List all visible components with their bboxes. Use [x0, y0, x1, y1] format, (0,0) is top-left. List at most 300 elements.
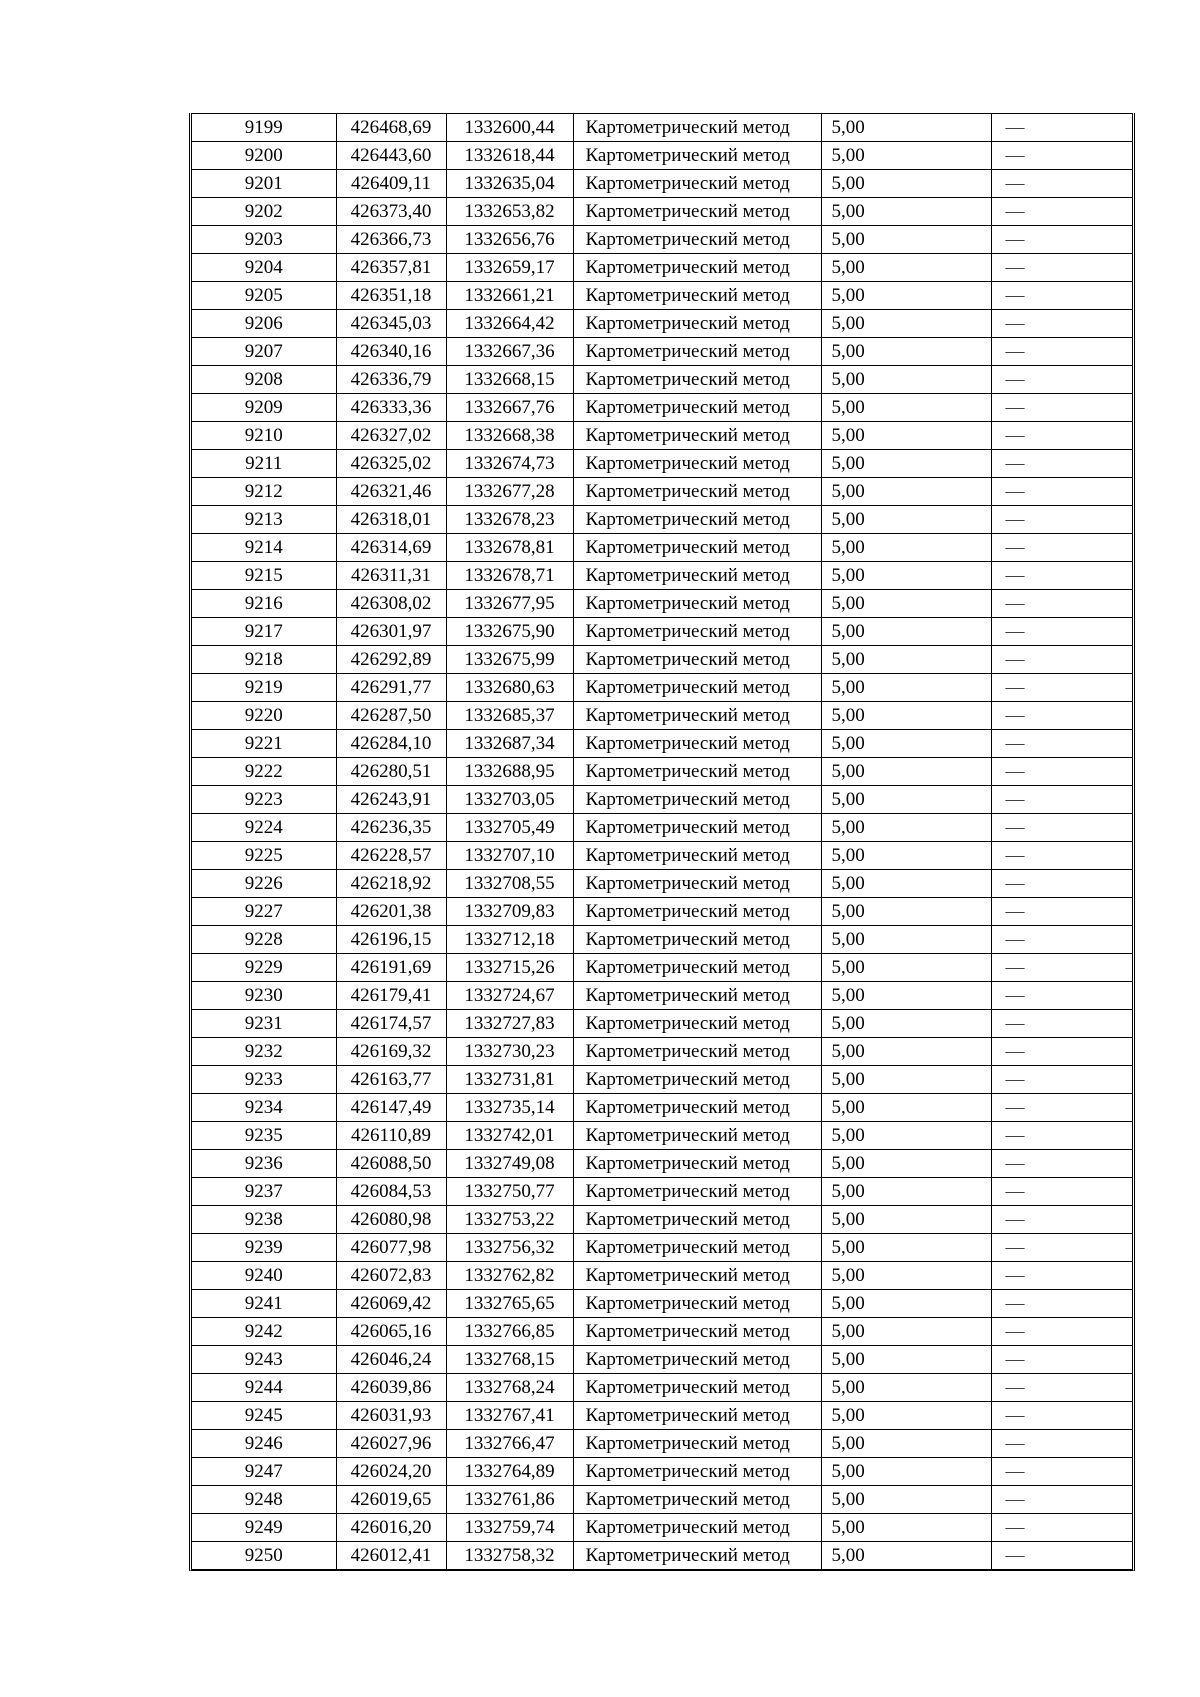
y-coordinate-cell: 1332767,41 — [446, 1402, 573, 1430]
description-cell: — — [991, 1542, 1132, 1570]
accuracy-cell: 5,00 — [821, 982, 991, 1010]
x-coordinate-cell: 426174,57 — [336, 1010, 446, 1038]
y-coordinate-cell: 1332664,42 — [446, 310, 573, 338]
table-row — [192, 758, 1132, 786]
point-number-cell: 9212 — [192, 478, 336, 506]
accuracy-cell: 5,00 — [821, 170, 991, 198]
table-row — [192, 1458, 1132, 1486]
method-cell: Картометрический метод — [573, 254, 821, 282]
x-coordinate-cell: 426366,73 — [336, 226, 446, 254]
x-coordinate-cell: 426336,79 — [336, 366, 446, 394]
description-cell: — — [991, 590, 1132, 618]
method-cell: Картометрический метод — [573, 1346, 821, 1374]
x-coordinate-cell: 426345,03 — [336, 310, 446, 338]
method-cell: Картометрический метод — [573, 1094, 821, 1122]
description-cell: — — [991, 1150, 1132, 1178]
y-coordinate-cell: 1332762,82 — [446, 1262, 573, 1290]
description-cell: — — [991, 982, 1132, 1010]
method-cell: Картометрический метод — [573, 842, 821, 870]
description-cell: — — [991, 506, 1132, 534]
x-coordinate-cell: 426080,98 — [336, 1206, 446, 1234]
table-row — [192, 646, 1132, 674]
table-row — [192, 926, 1132, 954]
table-row — [192, 1262, 1132, 1290]
description-cell: — — [991, 758, 1132, 786]
method-cell: Картометрический метод — [573, 114, 821, 142]
point-number-cell: 9201 — [192, 170, 336, 198]
table-row — [192, 1430, 1132, 1458]
method-cell: Картометрический метод — [573, 1038, 821, 1066]
description-cell: — — [991, 1430, 1132, 1458]
table-row — [192, 422, 1132, 450]
point-number-cell: 9237 — [192, 1178, 336, 1206]
x-coordinate-cell: 426084,53 — [336, 1178, 446, 1206]
method-cell: Картометрический метод — [573, 394, 821, 422]
point-number-cell: 9204 — [192, 254, 336, 282]
y-coordinate-cell: 1332618,44 — [446, 142, 573, 170]
y-coordinate-cell: 1332708,55 — [446, 870, 573, 898]
point-number-cell: 9218 — [192, 646, 336, 674]
point-number-cell: 9223 — [192, 786, 336, 814]
y-coordinate-cell: 1332688,95 — [446, 758, 573, 786]
point-number-cell: 9214 — [192, 534, 336, 562]
method-cell: Картометрический метод — [573, 506, 821, 534]
table-row — [192, 1122, 1132, 1150]
point-number-cell: 9205 — [192, 282, 336, 310]
method-cell: Картометрический метод — [573, 1430, 821, 1458]
table-row — [192, 170, 1132, 198]
x-coordinate-cell: 426163,77 — [336, 1066, 446, 1094]
accuracy-cell: 5,00 — [821, 282, 991, 310]
description-cell: — — [991, 1178, 1132, 1206]
accuracy-cell: 5,00 — [821, 478, 991, 506]
method-cell: Картометрический метод — [573, 1122, 821, 1150]
table-row — [192, 1038, 1132, 1066]
description-cell: — — [991, 1206, 1132, 1234]
description-cell: — — [991, 310, 1132, 338]
x-coordinate-cell: 426016,20 — [336, 1514, 446, 1542]
accuracy-cell: 5,00 — [821, 730, 991, 758]
method-cell: Картометрический метод — [573, 646, 821, 674]
accuracy-cell: 5,00 — [821, 226, 991, 254]
x-coordinate-cell: 426179,41 — [336, 982, 446, 1010]
method-cell: Картометрический метод — [573, 674, 821, 702]
x-coordinate-cell: 426065,16 — [336, 1318, 446, 1346]
description-cell: — — [991, 646, 1132, 674]
description-cell: — — [991, 1290, 1132, 1318]
table-row — [192, 730, 1132, 758]
table-row — [192, 562, 1132, 590]
accuracy-cell: 5,00 — [821, 1010, 991, 1038]
method-cell: Картометрический метод — [573, 1542, 821, 1570]
point-number-cell: 9229 — [192, 954, 336, 982]
method-cell: Картометрический метод — [573, 1234, 821, 1262]
x-coordinate-cell: 426318,01 — [336, 506, 446, 534]
table-row — [192, 506, 1132, 534]
y-coordinate-cell: 1332758,32 — [446, 1542, 573, 1570]
point-number-cell: 9209 — [192, 394, 336, 422]
table-row — [192, 618, 1132, 646]
x-coordinate-cell: 426147,49 — [336, 1094, 446, 1122]
description-cell: — — [991, 1262, 1132, 1290]
accuracy-cell: 5,00 — [821, 450, 991, 478]
description-cell: — — [991, 926, 1132, 954]
table-row — [192, 842, 1132, 870]
accuracy-cell: 5,00 — [821, 646, 991, 674]
description-cell: — — [991, 142, 1132, 170]
method-cell: Картометрический метод — [573, 1290, 821, 1318]
point-number-cell: 9220 — [192, 702, 336, 730]
accuracy-cell: 5,00 — [821, 786, 991, 814]
x-coordinate-cell: 426280,51 — [336, 758, 446, 786]
description-cell: — — [991, 1122, 1132, 1150]
table-row — [192, 814, 1132, 842]
y-coordinate-cell: 1332764,89 — [446, 1458, 573, 1486]
method-cell: Картометрический метод — [573, 478, 821, 506]
table-row — [192, 534, 1132, 562]
y-coordinate-cell: 1332659,17 — [446, 254, 573, 282]
table-row — [192, 282, 1132, 310]
table-row — [192, 674, 1132, 702]
point-number-cell: 9224 — [192, 814, 336, 842]
method-cell: Картометрический метод — [573, 730, 821, 758]
y-coordinate-cell: 1332678,81 — [446, 534, 573, 562]
method-cell: Картометрический метод — [573, 1066, 821, 1094]
table-row — [192, 1066, 1132, 1094]
point-number-cell: 9247 — [192, 1458, 336, 1486]
y-coordinate-cell: 1332768,15 — [446, 1346, 573, 1374]
method-cell: Картометрический метод — [573, 702, 821, 730]
x-coordinate-cell: 426027,96 — [336, 1430, 446, 1458]
method-cell: Картометрический метод — [573, 1206, 821, 1234]
method-cell: Картометрический метод — [573, 1010, 821, 1038]
accuracy-cell: 5,00 — [821, 1066, 991, 1094]
accuracy-cell: 5,00 — [821, 1374, 991, 1402]
x-coordinate-cell: 426311,31 — [336, 562, 446, 590]
y-coordinate-cell: 1332756,32 — [446, 1234, 573, 1262]
method-cell: Картометрический метод — [573, 534, 821, 562]
point-number-cell: 9233 — [192, 1066, 336, 1094]
accuracy-cell: 5,00 — [821, 758, 991, 786]
method-cell: Картометрический метод — [573, 422, 821, 450]
description-cell: — — [991, 1234, 1132, 1262]
table-row — [192, 1318, 1132, 1346]
description-cell: — — [991, 562, 1132, 590]
y-coordinate-cell: 1332674,73 — [446, 450, 573, 478]
method-cell: Картометрический метод — [573, 226, 821, 254]
description-cell: — — [991, 366, 1132, 394]
x-coordinate-cell: 426284,10 — [336, 730, 446, 758]
description-cell: — — [991, 394, 1132, 422]
point-number-cell: 9248 — [192, 1486, 336, 1514]
accuracy-cell: 5,00 — [821, 702, 991, 730]
y-coordinate-cell: 1332735,14 — [446, 1094, 573, 1122]
x-coordinate-cell: 426031,93 — [336, 1402, 446, 1430]
table-row — [192, 982, 1132, 1010]
description-cell: — — [991, 898, 1132, 926]
point-number-cell: 9222 — [192, 758, 336, 786]
x-coordinate-cell: 426019,65 — [336, 1486, 446, 1514]
x-coordinate-cell: 426024,20 — [336, 1458, 446, 1486]
accuracy-cell: 5,00 — [821, 1150, 991, 1178]
accuracy-cell: 5,00 — [821, 926, 991, 954]
y-coordinate-cell: 1332677,28 — [446, 478, 573, 506]
point-number-cell: 9221 — [192, 730, 336, 758]
description-cell: — — [991, 226, 1132, 254]
description-cell: — — [991, 618, 1132, 646]
x-coordinate-cell: 426046,24 — [336, 1346, 446, 1374]
x-coordinate-cell: 426110,89 — [336, 1122, 446, 1150]
x-coordinate-cell: 426443,60 — [336, 142, 446, 170]
table-row — [192, 1234, 1132, 1262]
x-coordinate-cell: 426340,16 — [336, 338, 446, 366]
table-row — [192, 450, 1132, 478]
method-cell: Картометрический метод — [573, 366, 821, 394]
y-coordinate-cell: 1332761,86 — [446, 1486, 573, 1514]
accuracy-cell: 5,00 — [821, 1318, 991, 1346]
method-cell: Картометрический метод — [573, 1318, 821, 1346]
table-row — [192, 1542, 1132, 1570]
accuracy-cell: 5,00 — [821, 254, 991, 282]
method-cell: Картометрический метод — [573, 562, 821, 590]
accuracy-cell: 5,00 — [821, 618, 991, 646]
accuracy-cell: 5,00 — [821, 842, 991, 870]
y-coordinate-cell: 1332715,26 — [446, 954, 573, 982]
accuracy-cell: 5,00 — [821, 1206, 991, 1234]
x-coordinate-cell: 426169,32 — [336, 1038, 446, 1066]
point-number-cell: 9215 — [192, 562, 336, 590]
description-cell: — — [991, 814, 1132, 842]
point-number-cell: 9226 — [192, 870, 336, 898]
description-cell: — — [991, 1010, 1132, 1038]
x-coordinate-cell: 426292,89 — [336, 646, 446, 674]
accuracy-cell: 5,00 — [821, 1262, 991, 1290]
method-cell: Картометрический метод — [573, 758, 821, 786]
y-coordinate-cell: 1332750,77 — [446, 1178, 573, 1206]
method-cell: Картометрический метод — [573, 786, 821, 814]
method-cell: Картометрический метод — [573, 1374, 821, 1402]
point-number-cell: 9242 — [192, 1318, 336, 1346]
table-row — [192, 338, 1132, 366]
point-number-cell: 9246 — [192, 1430, 336, 1458]
point-number-cell: 9232 — [192, 1038, 336, 1066]
y-coordinate-cell: 1332635,04 — [446, 170, 573, 198]
y-coordinate-cell: 1332680,63 — [446, 674, 573, 702]
method-cell: Картометрический метод — [573, 1402, 821, 1430]
y-coordinate-cell: 1332675,99 — [446, 646, 573, 674]
accuracy-cell: 5,00 — [821, 422, 991, 450]
accuracy-cell: 5,00 — [821, 1458, 991, 1486]
method-cell: Картометрический метод — [573, 142, 821, 170]
accuracy-cell: 5,00 — [821, 1430, 991, 1458]
accuracy-cell: 5,00 — [821, 1514, 991, 1542]
y-coordinate-cell: 1332705,49 — [446, 814, 573, 842]
accuracy-cell: 5,00 — [821, 198, 991, 226]
description-cell: — — [991, 1346, 1132, 1374]
description-cell: — — [991, 534, 1132, 562]
table-row — [192, 366, 1132, 394]
table-row — [192, 478, 1132, 506]
accuracy-cell: 5,00 — [821, 1094, 991, 1122]
x-coordinate-cell: 426308,02 — [336, 590, 446, 618]
y-coordinate-cell: 1332653,82 — [446, 198, 573, 226]
accuracy-cell: 5,00 — [821, 590, 991, 618]
y-coordinate-cell: 1332727,83 — [446, 1010, 573, 1038]
description-cell: — — [991, 450, 1132, 478]
method-cell: Картометрический метод — [573, 1514, 821, 1542]
method-cell: Картометрический метод — [573, 954, 821, 982]
method-cell: Картометрический метод — [573, 310, 821, 338]
point-number-cell: 9243 — [192, 1346, 336, 1374]
description-cell: — — [991, 702, 1132, 730]
point-number-cell: 9207 — [192, 338, 336, 366]
table-row — [192, 870, 1132, 898]
accuracy-cell: 5,00 — [821, 674, 991, 702]
method-cell: Картометрический метод — [573, 898, 821, 926]
point-number-cell: 9206 — [192, 310, 336, 338]
y-coordinate-cell: 1332600,44 — [446, 114, 573, 142]
table-row — [192, 898, 1132, 926]
description-cell: — — [991, 478, 1132, 506]
description-cell: — — [991, 1514, 1132, 1542]
table-row — [192, 1486, 1132, 1514]
table-row — [192, 198, 1132, 226]
accuracy-cell: 5,00 — [821, 114, 991, 142]
x-coordinate-cell: 426373,40 — [336, 198, 446, 226]
description-cell: — — [991, 786, 1132, 814]
point-number-cell: 9245 — [192, 1402, 336, 1430]
point-number-cell: 9230 — [192, 982, 336, 1010]
y-coordinate-cell: 1332668,38 — [446, 422, 573, 450]
y-coordinate-cell: 1332703,05 — [446, 786, 573, 814]
point-number-cell: 9217 — [192, 618, 336, 646]
point-number-cell: 9231 — [192, 1010, 336, 1038]
description-cell: — — [991, 730, 1132, 758]
point-number-cell: 9250 — [192, 1542, 336, 1570]
description-cell: — — [991, 1318, 1132, 1346]
method-cell: Картометрический метод — [573, 618, 821, 646]
description-cell: — — [991, 1458, 1132, 1486]
x-coordinate-cell: 426243,91 — [336, 786, 446, 814]
table-row — [192, 114, 1132, 142]
accuracy-cell: 5,00 — [821, 1486, 991, 1514]
y-coordinate-cell: 1332709,83 — [446, 898, 573, 926]
accuracy-cell: 5,00 — [821, 394, 991, 422]
point-number-cell: 9244 — [192, 1374, 336, 1402]
x-coordinate-cell: 426039,86 — [336, 1374, 446, 1402]
y-coordinate-cell: 1332685,37 — [446, 702, 573, 730]
method-cell: Картометрический метод — [573, 1458, 821, 1486]
point-number-cell: 9241 — [192, 1290, 336, 1318]
x-coordinate-cell: 426069,42 — [336, 1290, 446, 1318]
description-cell: — — [991, 1038, 1132, 1066]
table-body — [192, 114, 1132, 1570]
point-number-cell: 9202 — [192, 198, 336, 226]
description-cell: — — [991, 954, 1132, 982]
accuracy-cell: 5,00 — [821, 870, 991, 898]
table-row — [192, 1178, 1132, 1206]
y-coordinate-cell: 1332712,18 — [446, 926, 573, 954]
description-cell: — — [991, 1486, 1132, 1514]
x-coordinate-cell: 426468,69 — [336, 114, 446, 142]
x-coordinate-cell: 426236,35 — [336, 814, 446, 842]
x-coordinate-cell: 426321,46 — [336, 478, 446, 506]
accuracy-cell: 5,00 — [821, 534, 991, 562]
description-cell: — — [991, 674, 1132, 702]
table-row — [192, 786, 1132, 814]
point-number-cell: 9208 — [192, 366, 336, 394]
y-coordinate-cell: 1332766,85 — [446, 1318, 573, 1346]
accuracy-cell: 5,00 — [821, 1178, 991, 1206]
table-row — [192, 1374, 1132, 1402]
table-row — [192, 1402, 1132, 1430]
x-coordinate-cell: 426201,38 — [336, 898, 446, 926]
point-number-cell: 9249 — [192, 1514, 336, 1542]
y-coordinate-cell: 1332687,34 — [446, 730, 573, 758]
x-coordinate-cell: 426077,98 — [336, 1234, 446, 1262]
method-cell: Картометрический метод — [573, 1486, 821, 1514]
y-coordinate-cell: 1332667,76 — [446, 394, 573, 422]
description-cell: — — [991, 1066, 1132, 1094]
y-coordinate-cell: 1332742,01 — [446, 1122, 573, 1150]
x-coordinate-cell: 426351,18 — [336, 282, 446, 310]
description-cell: — — [991, 170, 1132, 198]
y-coordinate-cell: 1332724,67 — [446, 982, 573, 1010]
description-cell: — — [991, 282, 1132, 310]
description-cell: — — [991, 870, 1132, 898]
y-coordinate-cell: 1332661,21 — [446, 282, 573, 310]
point-number-cell: 9199 — [192, 114, 336, 142]
table-row — [192, 394, 1132, 422]
x-coordinate-cell: 426357,81 — [336, 254, 446, 282]
method-cell: Картометрический метод — [573, 450, 821, 478]
y-coordinate-cell: 1332656,76 — [446, 226, 573, 254]
method-cell: Картометрический метод — [573, 1262, 821, 1290]
x-coordinate-cell: 426228,57 — [336, 842, 446, 870]
point-number-cell: 9240 — [192, 1262, 336, 1290]
accuracy-cell: 5,00 — [821, 1122, 991, 1150]
x-coordinate-cell: 426088,50 — [336, 1150, 446, 1178]
y-coordinate-cell: 1332675,90 — [446, 618, 573, 646]
x-coordinate-cell: 426301,97 — [336, 618, 446, 646]
x-coordinate-cell: 426072,83 — [336, 1262, 446, 1290]
point-number-cell: 9203 — [192, 226, 336, 254]
point-number-cell: 9228 — [192, 926, 336, 954]
point-number-cell: 9238 — [192, 1206, 336, 1234]
x-coordinate-cell: 426287,50 — [336, 702, 446, 730]
table-row — [192, 142, 1132, 170]
accuracy-cell: 5,00 — [821, 1234, 991, 1262]
accuracy-cell: 5,00 — [821, 562, 991, 590]
method-cell: Картометрический метод — [573, 198, 821, 226]
point-number-cell: 9216 — [192, 590, 336, 618]
y-coordinate-cell: 1332667,36 — [446, 338, 573, 366]
x-coordinate-cell: 426291,77 — [336, 674, 446, 702]
method-cell: Картометрический метод — [573, 982, 821, 1010]
point-number-cell: 9225 — [192, 842, 336, 870]
point-number-cell: 9200 — [192, 142, 336, 170]
table-row — [192, 1206, 1132, 1234]
x-coordinate-cell: 426012,41 — [336, 1542, 446, 1570]
table-row — [192, 590, 1132, 618]
method-cell: Картометрический метод — [573, 170, 821, 198]
method-cell: Картометрический метод — [573, 1178, 821, 1206]
point-number-cell: 9219 — [192, 674, 336, 702]
point-number-cell: 9210 — [192, 422, 336, 450]
x-coordinate-cell: 426325,02 — [336, 450, 446, 478]
accuracy-cell: 5,00 — [821, 1542, 991, 1570]
y-coordinate-cell: 1332731,81 — [446, 1066, 573, 1094]
